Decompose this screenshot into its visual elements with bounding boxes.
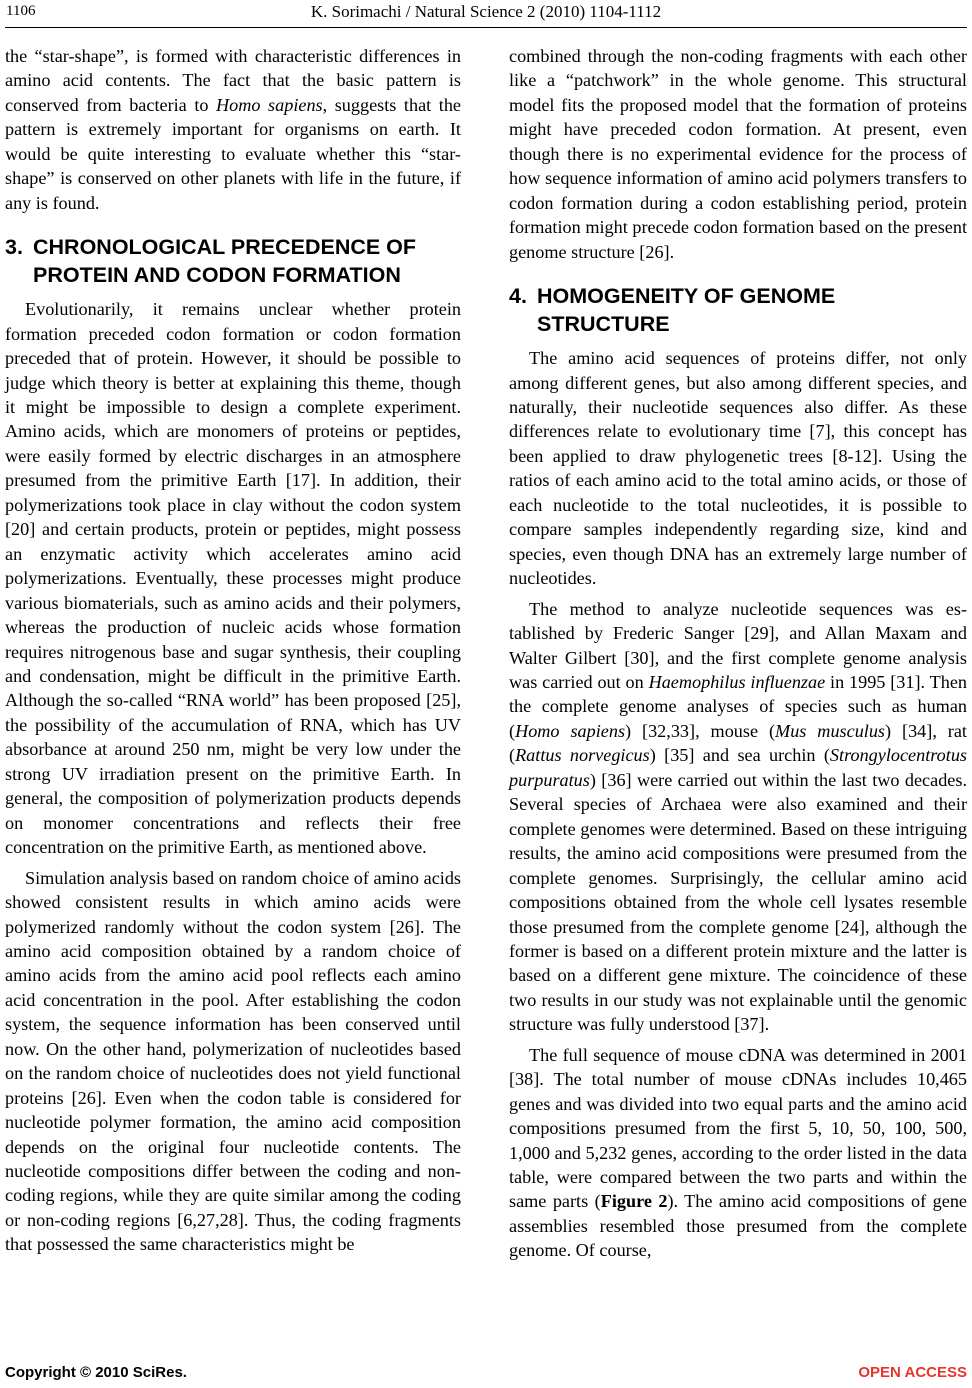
para1-text-b: , suggests that the pattern is extremely important for organisms on earth. It would be quite interesting to evaluate whether this “star-shape” is conserved on other planets with life in the future, if any is found.	[5, 94, 461, 213]
para1-text-a: the “star-shape”, is formed with characteristic differences in amino acid contents. The fact that the basic pattern is conserved from bacteria to	[5, 46, 461, 115]
species-strongylocentrotus: Strongylocentrotus purpuratus	[509, 745, 967, 790]
right-paragraph-3	[509, 597, 967, 1037]
open-access-badge: OPEN ACCESS	[858, 1364, 967, 1381]
section-4-title-line-1: HOMOGENEITY OF GENOME	[537, 284, 836, 309]
para3-text-b: in 1995 [31]. Then the complete genome analyses of species such as human (	[509, 671, 967, 741]
species-haemophilus: Haemophilus influenzae	[648, 671, 826, 692]
para3-text-c: ) [32,33], mouse (	[625, 720, 776, 741]
species-rattus: Rattus norvegicus	[515, 745, 650, 766]
section-3-number: 3.	[5, 235, 23, 260]
running-title: K. Sorimachi / Natural Science 2 (2010) 1104-1112	[310, 2, 662, 21]
header-rule	[5, 27, 967, 28]
section-3-title-line-1: CHRONOLOGICAL PRECEDENCE OF	[33, 235, 417, 260]
left-paragraph-3: Simulation analysis based on random choice of amino acids showed consistent results in which amino acids were polymerized randomly without the codon system [26]. The amino acid composition obtained by a random choice of amino acids from the amino acid pool reflects each amino acid concentration in the pool. After establishing the codon system, the sequence information has been conserved until now. On the other hand, polymerization of nucleotides based on the random choice of nucleotides does not yield functional proteins [26]. Even when the codon table is considered for nucleotide polymer formation, the amino acid composition depends on the original four nucleotide contents. The nucleotide compositions differ between the coding and non-coding regions, while they are quite similar among the coding or non-coding regions [6,27,28]. Thus, the coding fragments that possessed the same characteristics might be	[5, 867, 461, 1255]
para3-text-a: The method to analyze nucleotide sequences was established by Frederic Sanger [29], and Allan Maxam and Walter Gilbert [30], and the first complete genome analysis was carried out on	[509, 598, 967, 692]
left-paragraph-1	[5, 44, 461, 215]
species-homo-sapiens: Homo sapiens	[216, 94, 323, 115]
section-3-title-line-2: PROTEIN AND CODON FORMATION	[33, 263, 401, 288]
section-4-heading	[509, 282, 967, 338]
right-column	[509, 44, 967, 1263]
section-4-number: 4.	[509, 284, 527, 309]
right-paragraph-2: The amino acid sequences of proteins differ, not only among different genes, but also among different species, and naturally, their nucleotide sequences also differ. As these differences relate to evolutionary time [7], this concept has been applied to draw phylogenetic trees [8-12]. Using the ratios of each amino acid to the total amino acids, or those of each nucleotide to the total nucleotides, it is possible to compare samples independently regarding size, kind and species, even though DNA has an extremely large number of nucleotides.	[509, 348, 967, 589]
figure-2-reference[interactable]: Figure 2	[600, 1191, 668, 1212]
right-paragraph-4	[509, 1043, 967, 1263]
section-3-heading	[5, 233, 461, 289]
para4-text-b: ). The amino acid compositions of gene assemblies resembled those presumed from the complete genome. Of course,	[509, 1191, 967, 1261]
copyright-notice: Copyright © 2010 SciRes.	[5, 1364, 187, 1381]
para3-text-e: ) [35] and sea urchin (	[649, 745, 830, 766]
para4-text-a: The full sequence of mouse cDNA was determined in 2001 [38]. The total number of mouse cDNAs includes 10,465 genes and was divided into two equal parts and the amino acid compositions presumed from the first 5, 10, 50, 100, 500, 1,000 and 5,232 genes, according to the order listed in the data table, were compared between the two parts and within the same parts (	[509, 1044, 967, 1212]
left-paragraph-2: Evolutionarily, it remains unclear whether protein formation preceded codon formation or codon formation preceded that of protein. However, it should be possible to judge which theory is better at explaining this theme, though it might be impossible to design a complete experiment. Amino acids, which are monomers of proteins or peptides, were easily formed by electric discharges in an atmosphere presumed from the primitive Earth [17]. In addition, their polymerizations took place in clay without the codon system [20] and certain products, protein or peptides, might possess an enzymatic activity which accelerates amino acid polymerizations. Eventually, these processes might produce various biomaterials, such as amino acids and their polymers, whereas the production of nucleic acids whose formation requires nitrogenous base and sugar synthesis, their coupling and condensation, might be difficult in the primitive Earth. Although the so-called “RNA world” has been proposed [25], the possibility of the accumulation of RNA, which has UV absorbance at around 250 nm, might be very low under the strong UV irradiation present on the primitive Earth. In general, the composition of polymerization products depends on monomer concentrations and reflects their free concentration on the primitive Earth, as mentioned above.	[5, 299, 461, 858]
section-4-title-line-2: STRUCTURE	[537, 312, 670, 337]
species-homo-sapiens: Homo sapiens	[515, 720, 626, 741]
page-header	[0, 0, 972, 26]
page-footer	[0, 1362, 972, 1388]
page-number: 1106	[6, 3, 36, 19]
para3-text-f: ) [36] were carried out within the last two decades. Several species of Archaea were also examined and their complete genomes were determined. Based on these intriguing results, the amino acid compositions were presumed from the complete genomes. Surprisingly, the cellular amino acid compositions obtained from the whole cell lysates resemble those presumed from the complete genome [24], although the former is based on a different protein mixture and the latter is based on a different gene mixture. The coincidence of these two results in our study was not explainable until the genomic structure was fully understood [37].	[509, 769, 967, 1035]
left-column	[5, 44, 461, 1257]
species-mus-musculus: Mus musculus	[775, 720, 886, 741]
right-paragraph-1: combined through the non-coding fragments with each other like a “patchwork” in the whole genome. This structural model fits the proposed model that the formation of proteins might have preceded codon formation. At present, even though there is no experimental evidence for the process of how sequence information of amino acid polymers transfers to codon formation during a codon establishing period, protein formation might precede codon formation based on the present genome structure [26].	[509, 46, 967, 262]
para3-text-d: ) [34], rat (	[509, 720, 967, 766]
